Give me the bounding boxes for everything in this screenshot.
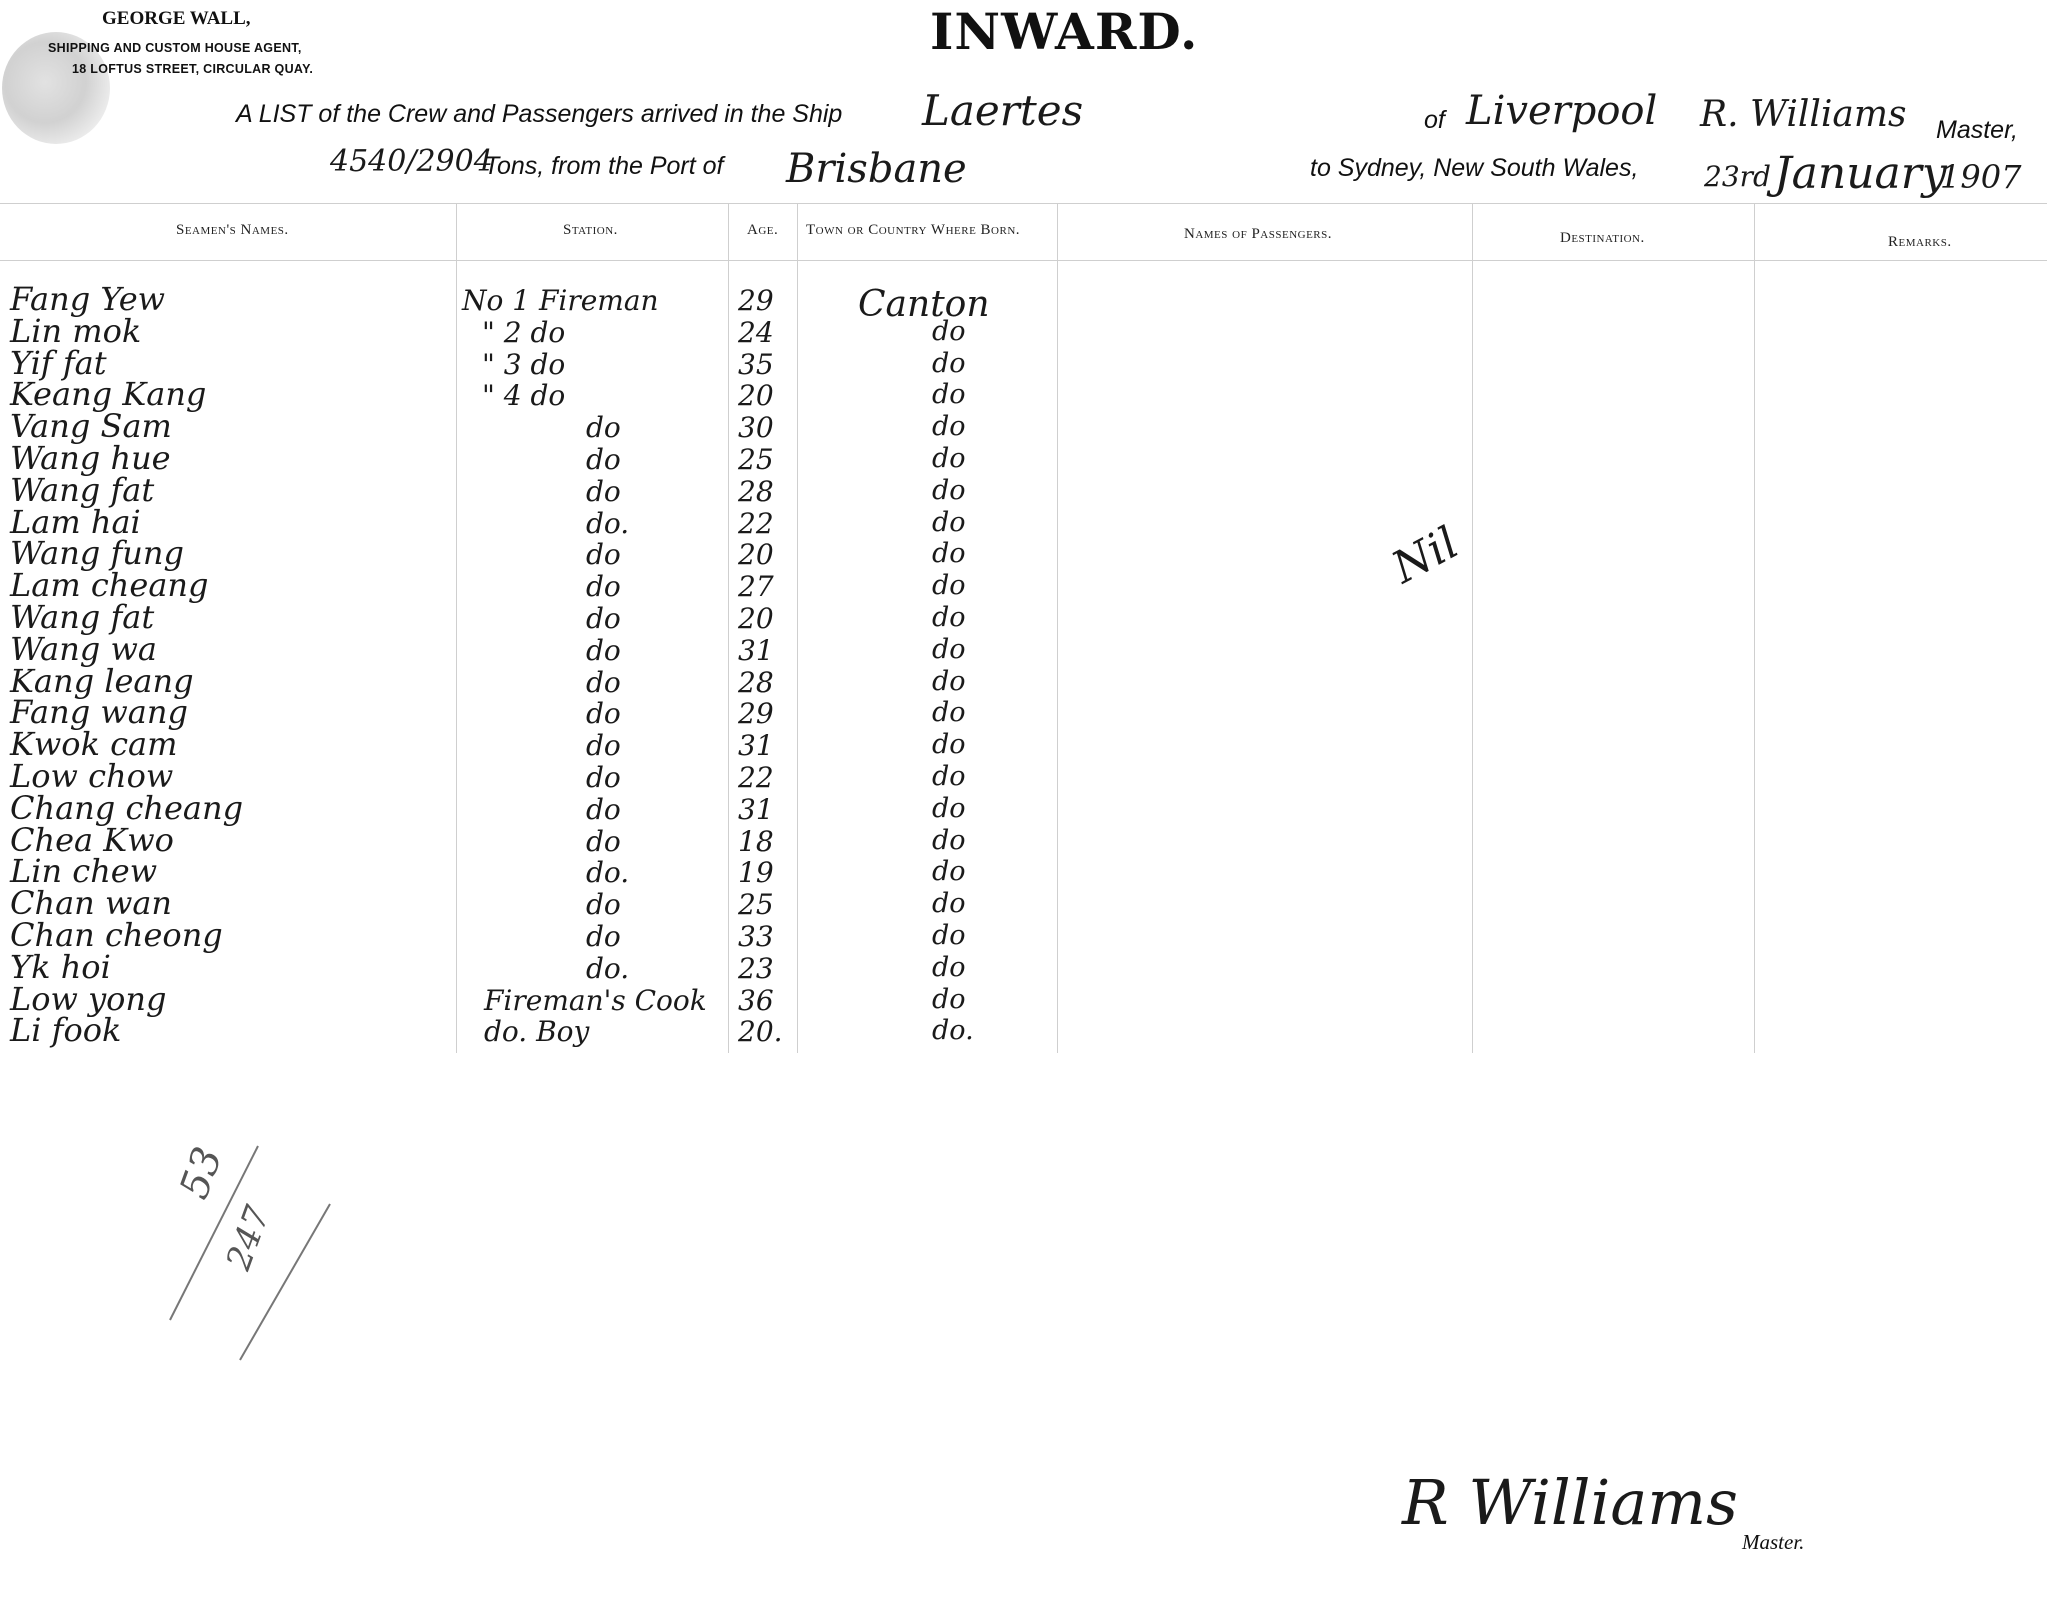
crew-age: 33 [738, 920, 774, 953]
crew-name: Low yong [10, 980, 167, 1018]
column-divider [1472, 203, 1473, 1053]
column-header-remarks: Remarks. [1888, 234, 1952, 250]
list-text: A LIST of the Crew and Passengers arrived in the Ship [236, 100, 843, 128]
agent-line-1: SHIPPING AND CUSTOM HOUSE AGENT, [48, 41, 302, 55]
crew-age: 22 [738, 761, 774, 794]
crew-birthplace: do [932, 634, 966, 665]
crew-station: do [586, 602, 621, 635]
crew-station: do [586, 920, 621, 953]
crew-birthplace: do [932, 761, 966, 792]
crew-age: 25 [738, 888, 774, 921]
date-day: 23rd [1704, 160, 1771, 193]
crew-birthplace: Canton [858, 284, 990, 325]
date-year: 1907 [1940, 158, 2022, 196]
crew-birthplace: do [932, 475, 966, 506]
crew-age: 24 [738, 316, 774, 349]
crew-birthplace: do [932, 379, 966, 410]
crew-name: Kwok cam [10, 725, 178, 763]
tons-value: 4540/2904 [330, 144, 493, 179]
crew-station: do [586, 697, 621, 730]
crew-station: do [586, 475, 621, 508]
crew-station: do [586, 825, 621, 858]
master-signature: R Williams [1402, 1466, 1738, 1539]
crew-age: 20 [738, 379, 774, 412]
crew-age: 22 [738, 507, 774, 540]
from-port: Brisbane [786, 146, 967, 192]
crew-age: 30 [738, 411, 774, 444]
agent-line-2: 18 LOFTUS STREET, CIRCULAR QUAY. [72, 62, 314, 76]
crew-birthplace: do [932, 443, 966, 474]
crew-age: 31 [738, 729, 774, 762]
crew-age: 20. [738, 1015, 783, 1048]
crew-age: 36 [738, 984, 774, 1017]
table-header-rule [0, 260, 2047, 261]
crew-name: Wang fung [10, 534, 184, 572]
to-text: to Sydney, New South Wales, [1310, 154, 1639, 182]
crew-name: Keang Kang [10, 375, 207, 413]
crew-station: " 2 do [482, 316, 566, 349]
of-place: Liverpool [1466, 88, 1658, 134]
crew-birthplace: do [932, 411, 966, 442]
crew-birthplace: do [932, 856, 966, 887]
crew-birthplace: do [932, 538, 966, 569]
ship-name: Laertes [922, 86, 1084, 135]
crew-name: Chang cheang [10, 789, 244, 827]
signature-label: Master. [1742, 1530, 1805, 1554]
date-month: January [1774, 148, 1947, 199]
crew-birthplace: do [932, 602, 966, 633]
crew-name: Yif fat [10, 344, 107, 382]
crew-station: Fireman's Cook [484, 984, 707, 1017]
crew-station: do [586, 411, 621, 444]
column-divider [1057, 203, 1058, 1053]
crew-birthplace: do [932, 666, 966, 697]
crew-name: Chea Kwo [10, 821, 174, 859]
crew-station: do. [586, 856, 630, 889]
passengers-nil: Nil [1383, 517, 1467, 594]
column-divider [728, 203, 729, 1053]
column-header-age: Age. [747, 222, 779, 238]
column-header-seamen: Seamen's Names. [176, 222, 289, 238]
crew-age: 27 [738, 570, 774, 603]
crew-age: 28 [738, 475, 774, 508]
column-divider [797, 203, 798, 1053]
master-label: Master, [1936, 116, 2018, 144]
crew-birthplace: do [932, 729, 966, 760]
crew-station: do [586, 443, 621, 476]
crew-name: Vang Sam [10, 407, 172, 445]
crew-station: do [586, 888, 621, 921]
crew-age: 18 [738, 825, 774, 858]
crew-birthplace: do [932, 952, 966, 983]
crew-station: " 3 do [482, 348, 566, 381]
crew-name: Chan wan [10, 884, 173, 922]
crew-name: Fang Yew [10, 280, 166, 318]
crew-age: 25 [738, 443, 774, 476]
crew-age: 29 [738, 697, 774, 730]
crew-birthplace: do [932, 984, 966, 1015]
column-header-passengers: Names of Passengers. [1184, 226, 1333, 242]
column-divider [1754, 203, 1755, 1053]
agent-name: GEORGE WALL, [102, 8, 251, 29]
crew-age: 29 [738, 284, 774, 317]
crew-age: 23 [738, 952, 774, 985]
crew-name: Wang wa [10, 630, 157, 668]
crew-station: do [586, 666, 621, 699]
tons-text: Tons, from the Port of [484, 152, 724, 180]
crew-name: Lin chew [10, 852, 158, 890]
crew-station: do [586, 634, 621, 667]
crew-name: Yk hoi [10, 948, 111, 986]
crew-birthplace: do [932, 316, 966, 347]
margin-note-top: 53 [171, 1141, 232, 1205]
crew-name: Lam hai [10, 503, 141, 541]
master-name: R. Williams [1700, 94, 1907, 135]
crew-birthplace: do [932, 697, 966, 728]
crew-birthplace: do [932, 825, 966, 856]
crew-name: Lam cheang [10, 566, 209, 604]
crew-name: Fang wang [10, 693, 188, 731]
crew-birthplace: do [932, 507, 966, 538]
margin-note-bottom: 247 [218, 1200, 279, 1276]
crew-station: do. [586, 507, 630, 540]
crew-age: 31 [738, 793, 774, 826]
crew-name: Wang fat [10, 598, 155, 636]
crew-station: " 4 do [482, 379, 566, 412]
column-divider [456, 203, 457, 1053]
crew-name: Wang hue [10, 439, 171, 477]
crew-birthplace: do. [932, 1015, 974, 1046]
of-text: of [1424, 106, 1445, 134]
crew-age: 20 [738, 538, 774, 571]
crew-name: Chan cheong [10, 916, 223, 954]
crew-station: do [586, 761, 621, 794]
crew-birthplace: do [932, 348, 966, 379]
crew-name: Lin mok [10, 312, 142, 350]
column-header-destination: Destination. [1560, 230, 1645, 246]
crew-name: Kang leang [10, 662, 194, 700]
crew-age: 31 [738, 634, 774, 667]
crew-station: do [586, 570, 621, 603]
crew-name: Low chow [10, 757, 174, 795]
crew-birthplace: do [932, 920, 966, 951]
crew-station: do. [586, 952, 630, 985]
crew-age: 28 [738, 666, 774, 699]
column-header-born: Town or Country Where Born. [806, 222, 1021, 238]
crew-station: do [586, 793, 621, 826]
margin-note-slash [140, 1130, 340, 1370]
crew-station: do. Boy [484, 1015, 590, 1048]
column-header-station: Station. [563, 222, 618, 238]
crew-age: 35 [738, 348, 774, 381]
table-top-rule [0, 203, 2047, 204]
crew-birthplace: do [932, 793, 966, 824]
crew-name: Wang fat [10, 471, 155, 509]
crew-station: do [586, 729, 621, 762]
crew-birthplace: do [932, 888, 966, 919]
crew-age: 20 [738, 602, 774, 635]
crew-station: do [586, 538, 621, 571]
crew-age: 19 [738, 856, 774, 889]
crew-station: No 1 Fireman [462, 284, 659, 317]
page-title: INWARD. [930, 2, 1199, 61]
crew-name: Li fook [10, 1011, 122, 1049]
crew-birthplace: do [932, 570, 966, 601]
